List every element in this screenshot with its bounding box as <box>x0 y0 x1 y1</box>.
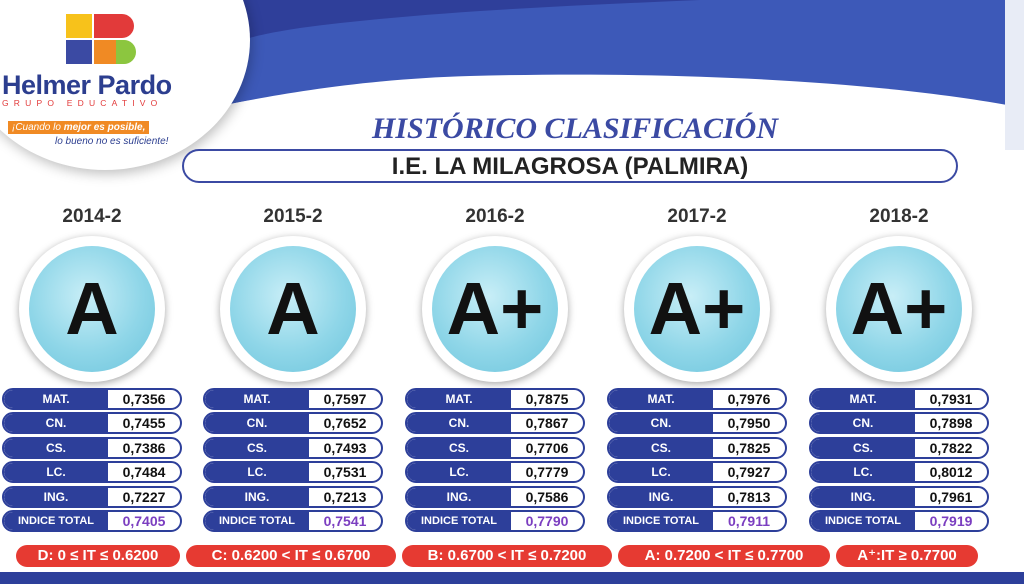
score-value: 0,7931 <box>929 391 973 407</box>
score-value: 0,7898 <box>929 415 973 431</box>
grade-letter: A+ <box>850 267 948 350</box>
grade-letter: A+ <box>648 267 746 350</box>
score-row-lc <box>2 461 182 483</box>
score-value: 0,7950 <box>727 415 771 431</box>
score-value: 0,7484 <box>122 464 166 480</box>
score-row-mat <box>405 388 585 410</box>
score-label: CS. <box>811 439 915 457</box>
total-value: 0,7919 <box>929 513 973 529</box>
score-value: 0,7597 <box>323 391 367 407</box>
score-row-cn <box>607 412 787 434</box>
score-value: 0,7927 <box>727 464 771 480</box>
slogan-emphasis: mejor es posible, <box>63 122 146 133</box>
year-column-2014 <box>2 200 182 540</box>
grade-badge <box>826 236 972 382</box>
score-row-cs <box>809 437 989 459</box>
score-row-total <box>809 510 989 532</box>
grade-letter: A+ <box>446 267 544 350</box>
score-value: 0,7531 <box>323 464 367 480</box>
score-row-mat <box>203 388 383 410</box>
score-label: CN. <box>4 414 108 432</box>
score-row-ing <box>607 486 787 508</box>
score-value: 0,7961 <box>929 489 973 505</box>
score-value: 0,7875 <box>525 391 569 407</box>
score-label: ING. <box>811 488 915 506</box>
legend-grade-a-plus: A⁺:IT ≥ 0.7700 <box>836 545 978 567</box>
score-value: 0,7386 <box>122 440 166 456</box>
score-row-cs <box>405 437 585 459</box>
grade-letter: A <box>266 267 320 350</box>
slogan-line-1 <box>8 121 149 134</box>
slogan-line-2: lo bueno no es suficiente! <box>55 136 169 147</box>
score-row-lc <box>607 461 787 483</box>
score-row-lc <box>809 461 989 483</box>
score-label: ING. <box>4 488 108 506</box>
year-label: 2017-2 <box>667 206 727 227</box>
score-value: 0,7356 <box>122 391 166 407</box>
score-value: 0,7455 <box>122 415 166 431</box>
grade-badge <box>19 236 165 382</box>
score-label: CS. <box>205 439 309 457</box>
year-label: 2018-2 <box>869 206 929 227</box>
score-row-total <box>405 510 585 532</box>
score-row-mat <box>607 388 787 410</box>
grade-disc <box>230 246 356 372</box>
total-value: 0,7911 <box>727 513 771 529</box>
score-label: ING. <box>407 488 511 506</box>
year-label: 2014-2 <box>62 206 122 227</box>
score-label: CS. <box>407 439 511 457</box>
logo-icon <box>66 14 136 66</box>
score-label: LC. <box>407 463 511 481</box>
score-value: 0,7652 <box>323 415 367 431</box>
score-row-cn <box>809 412 989 434</box>
score-label: MAT. <box>407 390 511 408</box>
brand-subtitle: GRUPO EDUCATIVO <box>2 98 163 108</box>
score-row-cs <box>607 437 787 459</box>
total-value: 0,7790 <box>525 513 569 529</box>
score-label: LC. <box>4 463 108 481</box>
grade-letter: A <box>65 267 119 350</box>
score-row-ing <box>405 486 585 508</box>
score-value: 0,7813 <box>727 489 771 505</box>
score-value: 0,7706 <box>525 440 569 456</box>
grade-disc <box>29 246 155 372</box>
score-label: LC. <box>205 463 309 481</box>
score-row-ing <box>2 486 182 508</box>
grade-badge <box>624 236 770 382</box>
score-label: LC. <box>811 463 915 481</box>
score-label: CN. <box>609 414 713 432</box>
score-row-cn <box>203 412 383 434</box>
total-value: 0,7541 <box>323 513 367 529</box>
year-column-2015 <box>203 200 383 540</box>
school-name-box <box>182 149 958 183</box>
score-row-total <box>203 510 383 532</box>
grade-disc <box>836 246 962 372</box>
score-label: MAT. <box>609 390 713 408</box>
score-label: MAT. <box>811 390 915 408</box>
score-label: INDICE TOTAL <box>407 512 511 530</box>
score-label: CN. <box>811 414 915 432</box>
score-value: 0,7867 <box>525 415 569 431</box>
score-row-cs <box>203 437 383 459</box>
year-column-2018 <box>809 200 989 540</box>
year-label: 2016-2 <box>465 206 525 227</box>
year-label: 2015-2 <box>263 206 323 227</box>
bottom-bar <box>0 572 1024 584</box>
grade-disc <box>432 246 558 372</box>
score-value: 0,8012 <box>929 464 973 480</box>
legend-grade-b: B: 0.6700 < IT ≤ 0.7200 <box>402 545 612 567</box>
score-label: LC. <box>609 463 713 481</box>
score-label: INDICE TOTAL <box>4 512 108 530</box>
score-row-cn <box>405 412 585 434</box>
total-value: 0,7405 <box>122 513 166 529</box>
score-row-ing <box>203 486 383 508</box>
legend-grade-c: C: 0.6200 < IT ≤ 0.6700 <box>186 545 396 567</box>
score-label: MAT. <box>205 390 309 408</box>
score-label: CS. <box>4 439 108 457</box>
score-row-cn <box>2 412 182 434</box>
score-label: INDICE TOTAL <box>811 512 915 530</box>
grade-disc <box>634 246 760 372</box>
score-row-lc <box>405 461 585 483</box>
score-label: CN. <box>407 414 511 432</box>
score-label: INDICE TOTAL <box>609 512 713 530</box>
score-value: 0,7822 <box>929 440 973 456</box>
score-row-mat <box>809 388 989 410</box>
score-value: 0,7586 <box>525 489 569 505</box>
score-row-total <box>2 510 182 532</box>
year-column-2016 <box>405 200 585 540</box>
score-row-lc <box>203 461 383 483</box>
score-value: 0,7227 <box>122 489 166 505</box>
score-value: 0,7213 <box>323 489 367 505</box>
brand-name: Helmer Pardo <box>2 70 172 100</box>
score-value: 0,7976 <box>727 391 771 407</box>
grade-badge <box>422 236 568 382</box>
score-row-total <box>607 510 787 532</box>
grade-badge <box>220 236 366 382</box>
page-title: HISTÓRICO CLASIFICACIÓN <box>372 112 778 145</box>
score-row-mat <box>2 388 182 410</box>
score-value: 0,7825 <box>727 440 771 456</box>
legend-grade-a: A: 0.7200 < IT ≤ 0.7700 <box>618 545 830 567</box>
score-label: INDICE TOTAL <box>205 512 309 530</box>
slogan-prefix: ¡Cuando lo <box>12 122 64 133</box>
score-label: CS. <box>609 439 713 457</box>
score-value: 0,7493 <box>323 440 367 456</box>
legend-grade-d: D: 0 ≤ IT ≤ 0.6200 <box>16 545 180 567</box>
score-label: CN. <box>205 414 309 432</box>
school-name: I.E. LA MILAGROSA (PALMIRA) <box>391 153 749 180</box>
year-column-2017 <box>607 200 787 540</box>
score-row-cs <box>2 437 182 459</box>
score-value: 0,7779 <box>525 464 569 480</box>
score-row-ing <box>809 486 989 508</box>
score-label: ING. <box>609 488 713 506</box>
score-label: MAT. <box>4 390 108 408</box>
score-label: ING. <box>205 488 309 506</box>
